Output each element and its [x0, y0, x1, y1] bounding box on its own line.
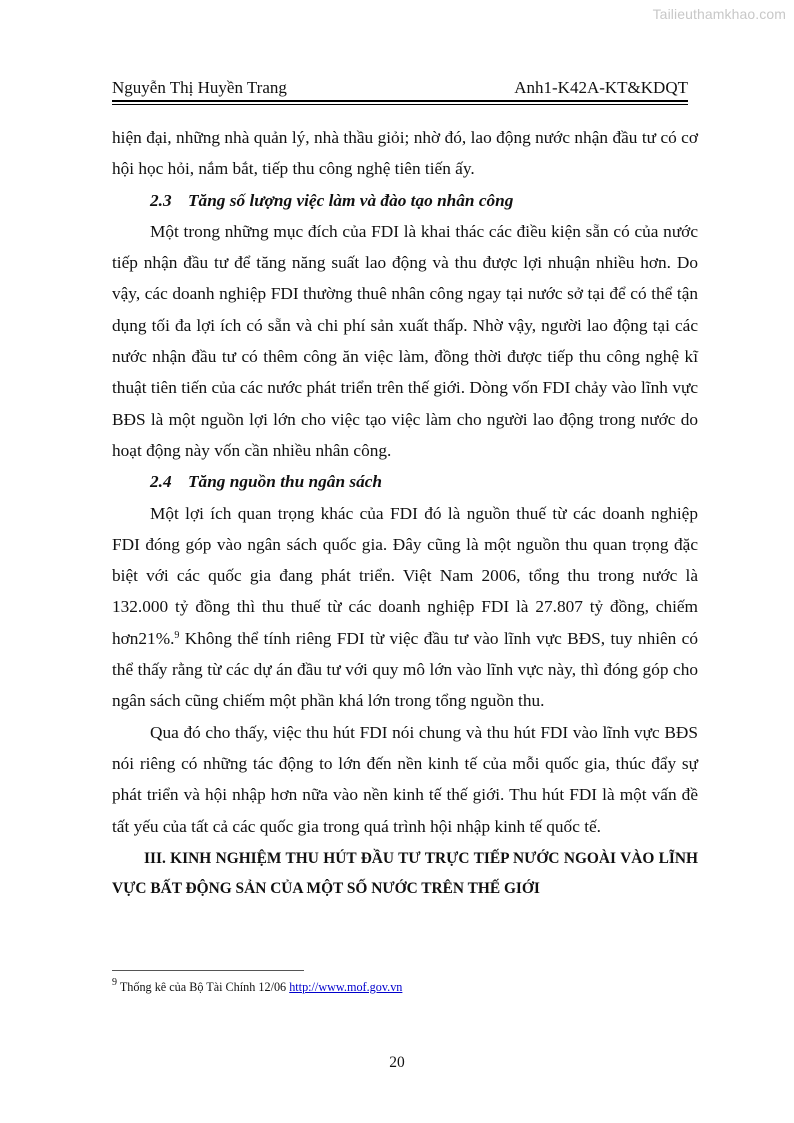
- watermark: Tailieuthamkhao.com: [652, 6, 786, 22]
- section-2-3-title: Tăng số lượng việc làm và đào tạo nhân công: [188, 190, 514, 210]
- conclusion-paragraph: Qua đó cho thấy, việc thu hút FDI nói chung và thu hút FDI vào lĩnh vực BĐS nói riêng có những tác động to lớn đến nền kinh tế của mỗi quốc gia, thúc đẩy sự phát triển và hội nhập hơn nữa vào nền kinh tế thế giới. Thu hút FDI là một vấn đề tất yếu của tất cả các quốc gia trong quá trình hội nhập kinh tế quốc tế.: [112, 722, 698, 836]
- page-header: [112, 78, 688, 98]
- header-author: Nguyễn Thị Huyền Trang: [112, 78, 287, 97]
- header-rule-thin: [112, 104, 688, 105]
- footnote: [112, 979, 402, 995]
- footnote-reference[interactable]: 9: [174, 629, 180, 641]
- header-rule: [112, 100, 688, 102]
- main-content: [112, 122, 698, 904]
- footnote-text: Thống kê của Bộ Tài Chính 12/06: [117, 980, 290, 994]
- section-2-4-title: Tăng nguồn thu ngân sách: [188, 472, 383, 492]
- section-2-3-number: 2.3: [150, 190, 172, 210]
- header-class-code: Anh1-K42A-KT&KDQT: [514, 78, 688, 97]
- section-2-4-number: 2.4: [150, 472, 172, 492]
- section-2-4-heading: [112, 466, 698, 497]
- footnote-link[interactable]: http://www.mof.gov.vn: [289, 980, 403, 994]
- section-2-4-paragraph: [112, 498, 698, 717]
- footnote-number: 9: [112, 977, 117, 988]
- footnote-separator: [112, 970, 304, 971]
- section-III-heading: III. KINH NGHIỆM THU HÚT ĐẦU TƯ TRỰC TIẾP NƯỚC NGOÀI VÀO LĨNH VỰC BẤT ĐỘNG SẢN CỦA MỘT SỐ NƯỚC TRÊN THẾ GIỚI: [112, 849, 698, 897]
- intro-paragraph: hiện đại, những nhà quản lý, nhà thầu giỏi; nhờ đó, lao động nước nhận đầu tư có cơ hội học hỏi, nắm bắt, tiếp thu công nghệ tiên tiến ấy.: [112, 128, 698, 179]
- section-2-3-paragraph: Một trong những mục đích của FDI là khai thác các điều kiện sẵn có của nước tiếp nhận đầu tư để tăng năng suất lao động và thu được lợi nhuận nhiều hơn. Do vậy, các doanh nghiệp FDI thường thuê nhân công ngay tại nước sở tại để có thể tận dụng tối đa lợi ích có sẵn và chi phí sản xuất thấp. Nhờ vậy, người lao động tại các nước nhận đầu tư có thêm công ăn việc làm, đồng thời được tiếp thu công nghệ kĩ thuật tiên tiến của các nước phát triển trên thế giới. Dòng vốn FDI chảy vào lĩnh vực BĐS là một nguồn lợi lớn cho việc tạo việc làm cho người lao động trong nước do hoạt động này vốn cần nhiều nhân công.: [112, 221, 698, 460]
- section-2-4-text-continued: Không thể tính riêng FDI từ việc đầu tư vào lĩnh vực BĐS, tuy nhiên có thể thấy rằng từ các dự án đầu tư với quy mô lớn vào lĩnh vực này, thì đóng góp cho ngân sách cũng chiếm một phần khá lớn trong tổng nguồn thu.: [112, 628, 698, 711]
- page-number: 20: [389, 1054, 405, 1071]
- section-2-3-heading: [112, 185, 698, 216]
- section-2-4-text: Một lợi ích quan trọng khác của FDI đó là nguồn thuế từ các doanh nghiệp FDI đóng góp vào ngân sách quốc gia. Đây cũng là một nguồn thu quan trọng đặc biệt với các quốc gia đang phát triển. Việt Nam 2006, tổng thu trong nước là 132.000 tỷ đồng thì thu thuế từ các doanh nghiệp FDI là 27.807 tỷ đồng, chiếm hơn21%.: [112, 503, 698, 648]
